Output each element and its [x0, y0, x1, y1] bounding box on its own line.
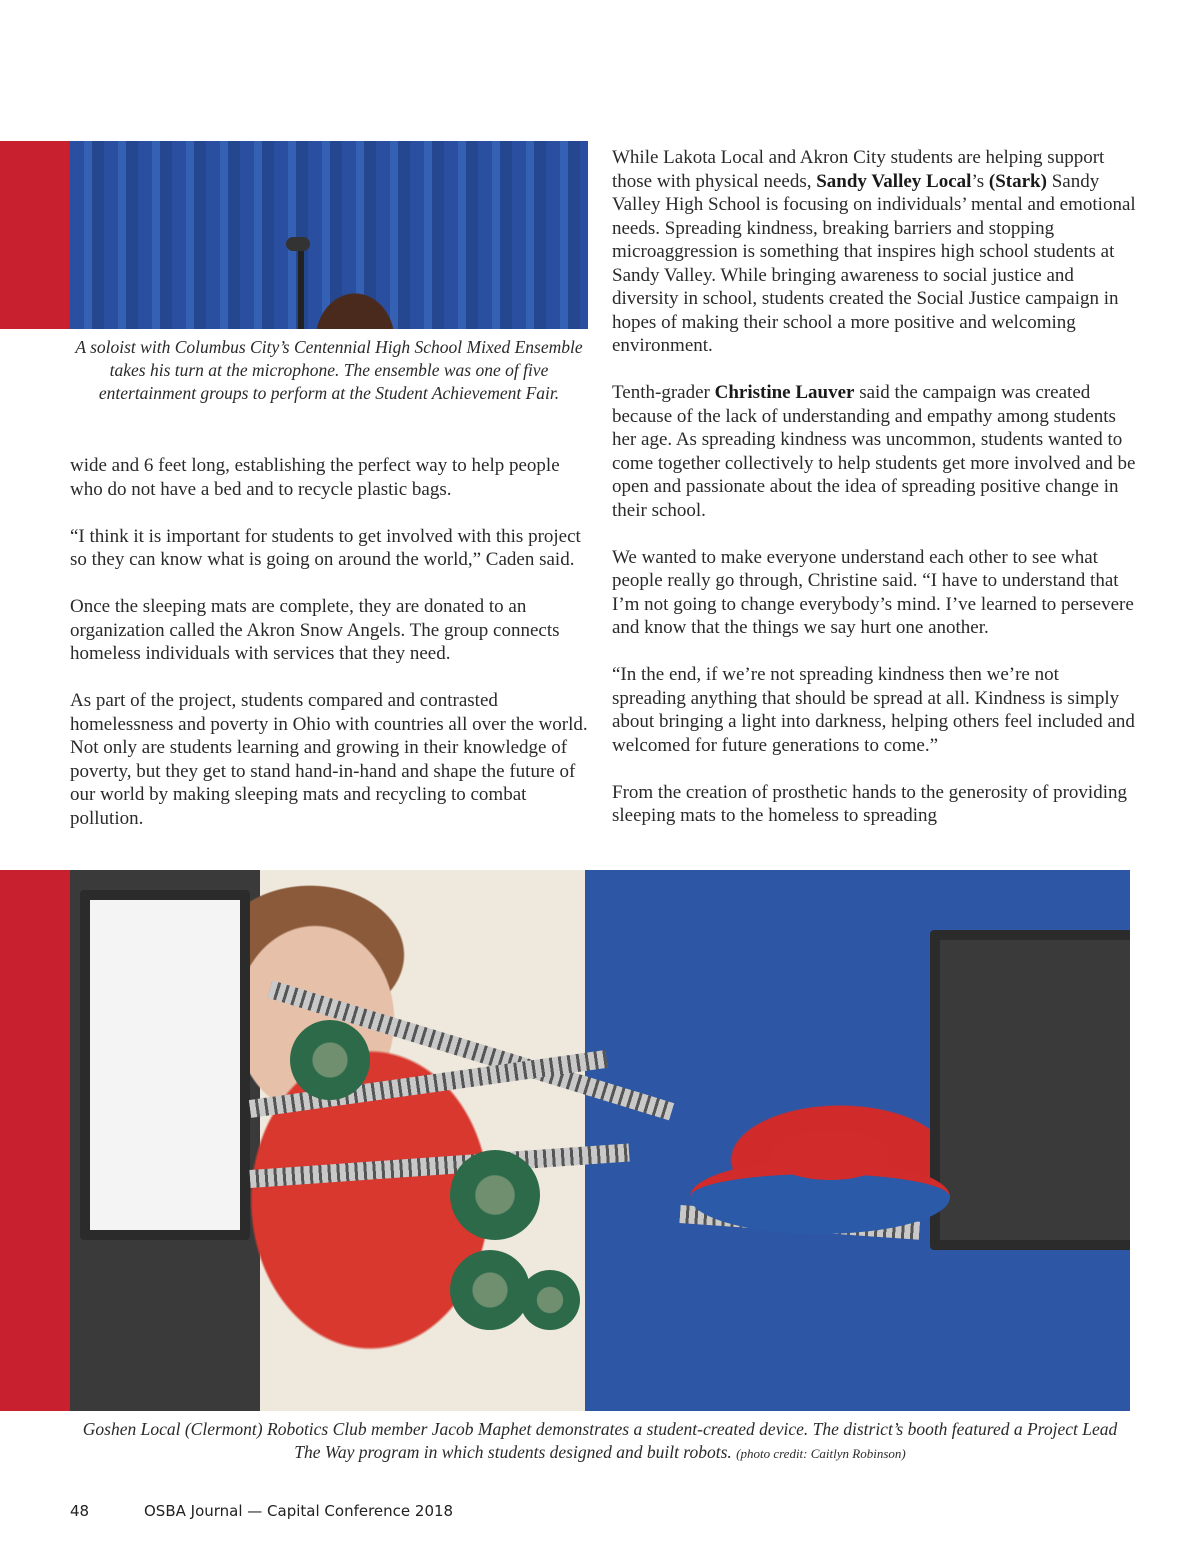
bottom-photo-caption [70, 1418, 1130, 1465]
microphone [298, 241, 304, 329]
robot-arm-3 [249, 1144, 629, 1188]
right-column [612, 146, 1137, 851]
left-column [70, 454, 590, 854]
left-paragraph-4: As part of the project, students compared and contrasted homelessness and poverty in Ohio with countries all over the world. Not only are students learning and growing in their knowledge of poverty, but they get to stand hand-in-hand and shape the future of our world by making sleeping mats and recycling to combat pollution. [70, 690, 588, 829]
right-paragraph-3: We wanted to make everyone understand each other to see what people really go through, Christine said. “I have to understand that I’m not going to change everybody’s mind. I’ve learned to persevere and know that the things we say hurt one another. [612, 546, 1134, 638]
robotics-photo [70, 870, 1130, 1411]
school-name-bold: Sandy Valley Local [816, 170, 972, 192]
microphone-head [286, 237, 310, 251]
left-paragraph-2: “I think it is important for students to get involved with this project so they can know what is going on around the world,” Caden said. [70, 525, 581, 570]
right-paragraph-4: “In the end, if we’re not spreading kindness then we’re not spreading anything that should be spread at all. Kindness is simply about bringing a light into darkness, helping others feel included and welcomed for future generations to come.” [612, 664, 1135, 756]
right-paragraph-1: While Lakota Local and Akron City students are helping support those with physical needs, Sandy Valley Local’s (Stark) Sandy Valley High School is focusing on individuals’ mental and emotional needs. Spreading kindness, breaking barriers and stopping microaggression is something that inspires high school students at Sandy Valley. While bringing awareness to social justice and diversity in school, students created the Social Justice campaign in hopes of making their school a more positive and welcoming environment. [612, 147, 1136, 356]
top-accent-bar [0, 141, 70, 329]
bottom-accent-bar [0, 870, 70, 1411]
left-monitor [80, 890, 250, 1240]
gear-4 [520, 1270, 580, 1330]
county-bold: (Stark) [988, 170, 1047, 192]
right-paragraph-5: From the creation of prosthetic hands to the generosity of providing sleeping mats to the homeless to spreading [612, 781, 1127, 826]
student-name-bold: Christine Lauver [714, 382, 855, 403]
ensemble-photo [70, 141, 588, 329]
bottom-caption-text: Goshen Local (Clermont) Robotics Club member Jacob Maphet demonstrates a student-created device. The district’s booth featured a Project Lead The Way program in which students designed and built robots. [82, 1419, 1118, 1462]
left-paragraph-3: Once the sleeping mats are complete, they are donated to an organization called the Akron Snow Angels. The group connects homeless individuals with services that they need. [70, 596, 560, 664]
right-monitor [930, 930, 1130, 1250]
gear-1 [290, 1020, 370, 1100]
top-photo-caption: A soloist with Columbus City’s Centennial High School Mixed Ensemble takes his turn at the microphone. The ensemble was one of five entertainment groups to perform at the Student Achievement Fair. [75, 337, 583, 403]
publication-title: OSBA Journal — Capital Conference 2018 [144, 1502, 454, 1520]
right-paragraph-2: Tenth-grader Christine Lauver said the campaign was created because of the lack of understanding and empathy among students her age. As spreading kindness was uncommon, students wanted to come together collectively to help students get more involved and be open and passionate about the idea of spreading positive change in their school. [612, 382, 1136, 521]
left-paragraph-1: wide and 6 feet long, establishing the perfect way to help people who do not have a bed and to recycle plastic bags. [70, 455, 560, 500]
gear-2 [450, 1150, 540, 1240]
gear-3 [450, 1250, 530, 1330]
red-cap [770, 1130, 890, 1180]
photo-credit: (photo credit: Caitlyn Robinson) [736, 1446, 906, 1461]
page-number: 48 [70, 1502, 90, 1520]
